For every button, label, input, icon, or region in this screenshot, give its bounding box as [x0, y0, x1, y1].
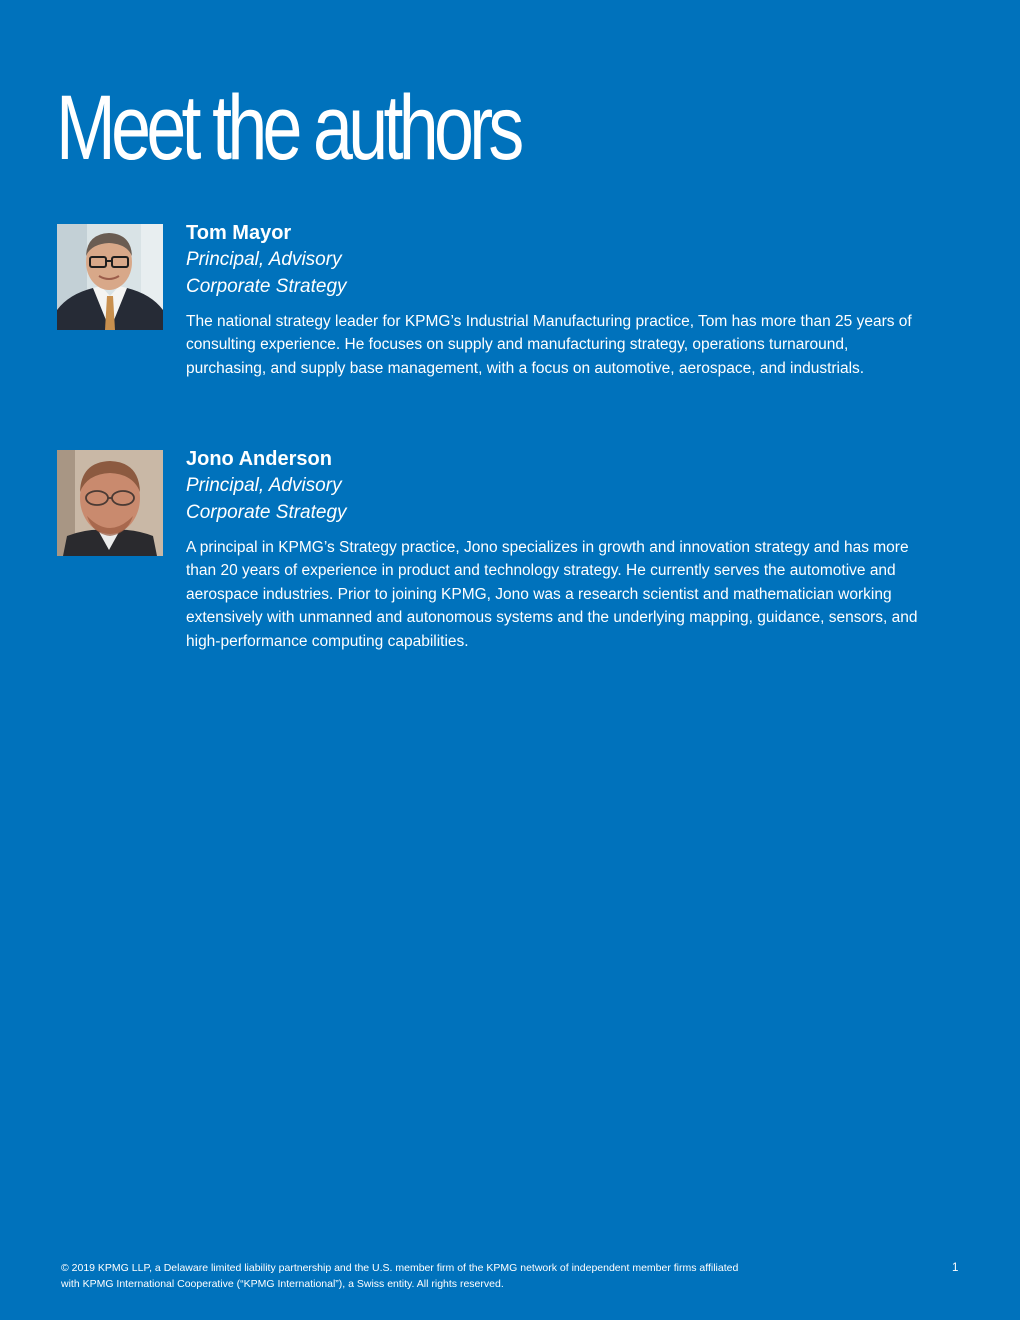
page-title: Meet the authors — [56, 77, 520, 179]
author-title-line1: Principal, Advisory — [186, 475, 342, 496]
author-title-line2: Corporate Strategy — [186, 502, 347, 523]
author-bio: The national strategy leader for KPMG’s Industrial Manufacturing practice, Tom has more than 25 years of consulting experience. He focuses on supply and manufacturing strategy, operations turnaround, purchasing, and supply base management, with a focus on automotive, aerospace, and industrials. — [186, 313, 912, 377]
author-name: Tom Mayor — [186, 222, 292, 244]
page-number: 1 — [952, 1262, 959, 1274]
author-info — [186, 446, 926, 653]
author-photo — [57, 450, 163, 556]
author-info — [186, 220, 926, 380]
author-portrait-image — [57, 450, 163, 556]
author-bio: A principal in KPMG’s Strategy practice, Jono specializes in growth and innovation strategy and has more than 20 years of experience in product and technology strategy. He currently serves the automotive and aerospace industries. Prior to joining KPMG, Jono was a research scientist and mathematician working extensively with unmanned and autonomous systems and the underlying mapping, guidance, sensors, and high-performance computing capabilities. — [186, 539, 918, 650]
author-title-line2: Corporate Strategy — [186, 276, 347, 297]
copyright-line-2: with KPMG International Cooperative (“KPMG International”), a Swiss entity. All rights reserved. — [61, 1277, 504, 1290]
footer-copyright — [61, 1261, 861, 1292]
author-photo — [57, 224, 163, 330]
author-title-line1: Principal, Advisory — [186, 249, 342, 270]
copyright-line-1: © 2019 KPMG LLP, a Delaware limited liability partnership and the U.S. member firm of the KPMG network of independent member firms affiliated — [61, 1262, 739, 1274]
author-name: Jono Anderson — [186, 448, 332, 470]
author-portrait-image — [57, 224, 163, 330]
